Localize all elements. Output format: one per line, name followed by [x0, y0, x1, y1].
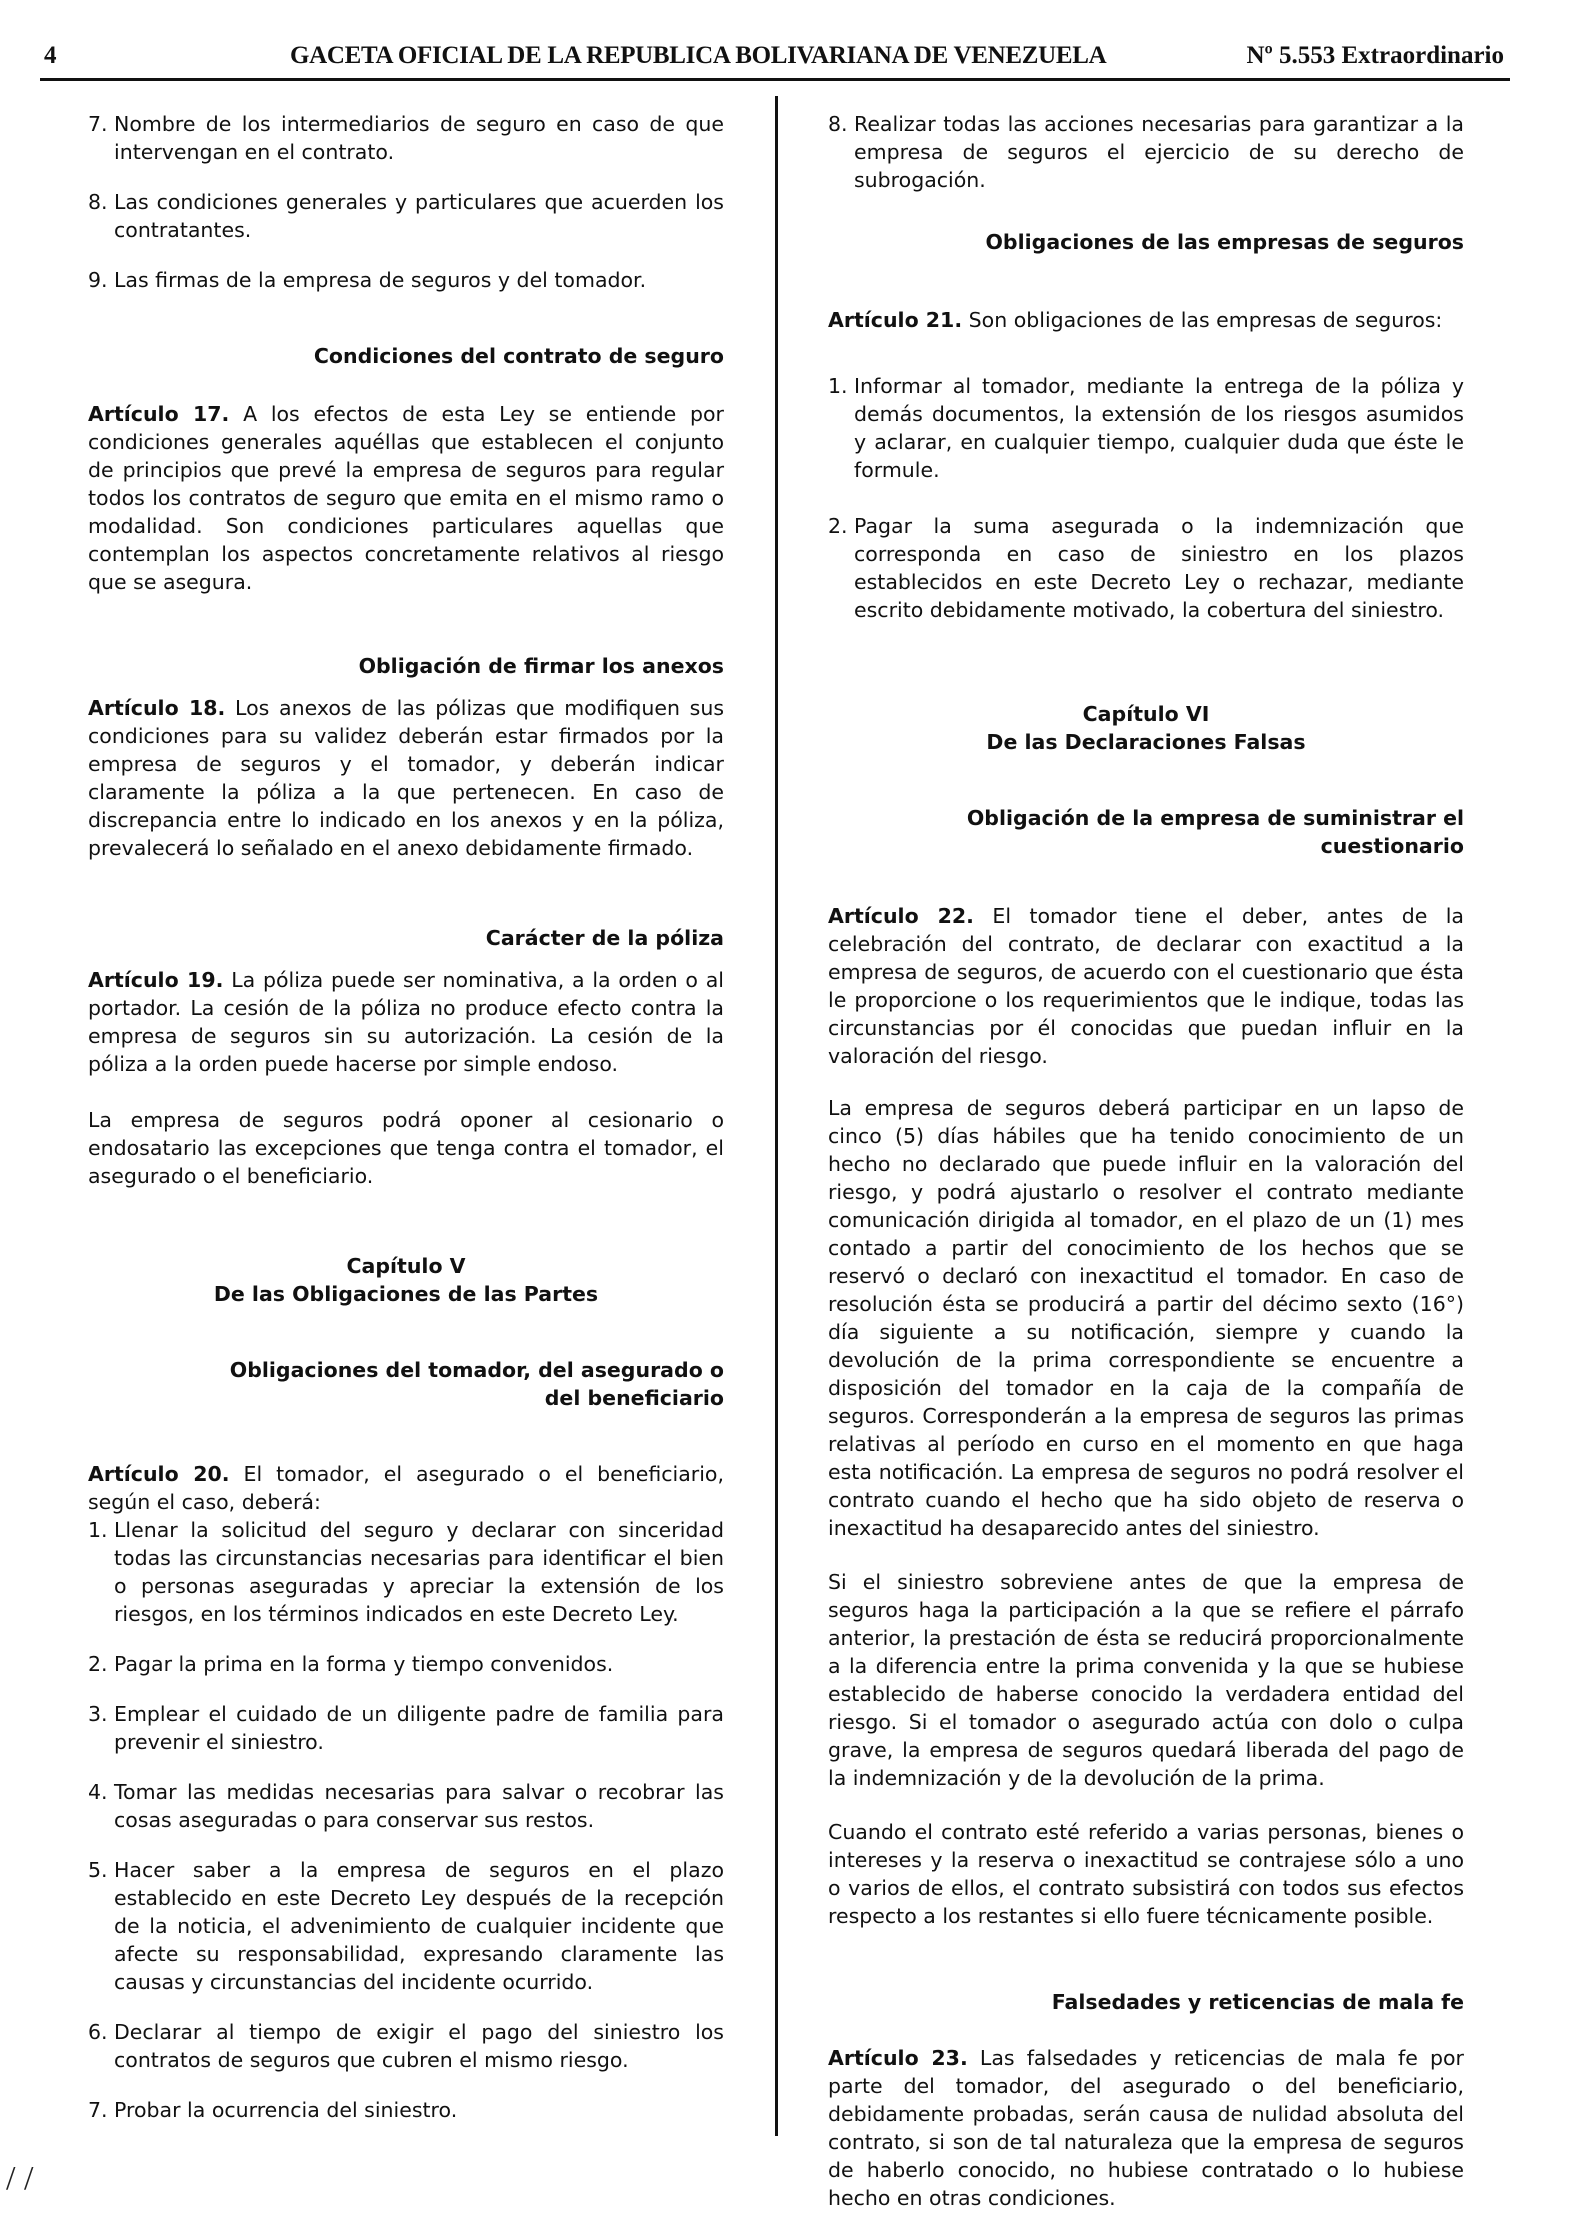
article-19: Artículo 19. La póliza puede ser nominativa, a la orden o al portador. La cesión de la póliza no produce efecto contra la empresa de seguros sin su autorización. La cesión de la póliza a la orden puede hacerse por simple endoso.: [88, 968, 724, 1076]
section-heading: Obligaciones de las empresas de seguros: [985, 230, 1464, 254]
article-23: Artículo 23. Las falsedades y reticencias de mala fe por parte del tomador, del asegurado o del beneficiario, debidamente probadas, serán causa de nulidad absoluta del contrato, si son de tal naturaleza que la empresa de seguros de haberlo conocido, no hubiese contratado o lo hubiese hecho en otras condiciones.: [828, 2046, 1464, 2210]
gazette-title: GACETA OFICIAL DE LA REPUBLICA BOLIVARIANA DE VENEZUELA: [290, 42, 1107, 69]
article-19-paragraph-2: La empresa de seguros podrá oponer al cesionario o endosatario las excepciones que tenga contra el tomador, el asegurado o el beneficiario.: [88, 1108, 724, 1188]
chapter-title: Capítulo VI: [1082, 702, 1210, 726]
section-heading: Carácter de la póliza: [485, 926, 724, 950]
article-20: Artículo 20. El tomador, el asegurado o el beneficiario, según el caso, deberá:: [88, 1462, 724, 1514]
list-item: 5. Hacer saber a la empresa de seguros en el plazo establecido en este Decreto Ley después de la recepción de la noticia, el advenimiento de cualquier incidente que afecte su responsabilidad, expresando claramente las causas y circunstancias del incidente ocurrido.: [88, 1858, 724, 1994]
page-number: 4: [44, 42, 57, 69]
list-item: 3. Emplear el cuidado de un diligente padre de familia para prevenir el siniestro.: [88, 1702, 724, 1754]
list-item: 8. Las condiciones generales y particulares que acuerden los contratantes.: [88, 190, 724, 242]
list-item: 1. Informar al tomador, mediante la entrega de la póliza y demás documentos, la extensión de los riesgos asumidos y aclarar, en cualquier tiempo, cualquier duda que éste le formule.: [828, 374, 1464, 482]
page-header: [40, 38, 1510, 81]
right-column: [828, 110, 1464, 2212]
list-item: 2. Pagar la suma asegurada o la indemnización que corresponda en caso de siniestro en los plazos establecidos en este Decreto Ley o rechazar, mediante escrito debidamente motivado, la cobertura del siniestro.: [828, 514, 1464, 622]
article-18: Artículo 18. Los anexos de las pólizas que modifiquen sus condiciones para su validez deberán estar firmados por la empresa de seguros y el tomador, y deberán indicar claramente la póliza a la que pertenecen. En caso de discrepancia entre lo indicado en los anexos y en la póliza, prevalecerá lo señalado en el anexo debidamente firmado.: [88, 696, 724, 860]
section-heading: Condiciones del contrato de seguro: [313, 344, 724, 368]
list-item: 4. Tomar las medidas necesarias para salvar o recobrar las cosas aseguradas o para conservar sus restos.: [88, 1780, 724, 1832]
section-heading: Falsedades y reticencias de mala fe: [1051, 1990, 1464, 2014]
article-21: Artículo 21. Son obligaciones de las empresas de seguros:: [828, 308, 1443, 332]
issue-number: Nº 5.553 Extraordinario: [1246, 42, 1504, 69]
list-item: 9. Las firmas de la empresa de seguros y del tomador.: [88, 268, 647, 292]
chapter-subtitle: De las Obligaciones de las Partes: [213, 1282, 599, 1306]
list-item: 1. Llenar la solicitud del seguro y declarar con sinceridad todas las circunstancias necesarias para identificar el bien o personas aseguradas y apreciar la extensión de los riesgos, en los términos indicados en este Decreto Ley.: [88, 1518, 724, 1626]
chapter-title: Capítulo V: [346, 1254, 466, 1278]
article-17: Artículo 17. A los efectos de esta Ley se entiende por condiciones generales aquéllas que establecen el conjunto de principios que prevé la empresa de seguros para regular todos los contratos de seguro que emita en el mismo ramo o modalidad. Son condiciones particulares aquellas que contemplan los aspectos concretamente relativos al riesgo que se asegura.: [88, 402, 724, 594]
list-item: 2. Pagar la prima en la forma y tiempo convenidos.: [88, 1652, 614, 1676]
chapter-subtitle: De las Declaraciones Falsas: [986, 730, 1306, 754]
section-heading: Obligaciones del tomador, del asegurado o del beneficiario: [229, 1358, 724, 1410]
list-item: 7. Probar la ocurrencia del siniestro.: [88, 2098, 458, 2122]
section-heading: Obligación de firmar los anexos: [358, 654, 724, 678]
handwritten-mark: / /: [6, 2160, 34, 2197]
list-item: 6. Declarar al tiempo de exigir el pago del siniestro los contratos de seguros que cubren el mismo riesgo.: [88, 2020, 724, 2072]
article-22-paragraph-4: Cuando el contrato esté referido a varias personas, bienes o intereses y la reserva o inexactitud se contrajese sólo a uno o varios de ellos, el contrato subsistirá con todos sus efectos respecto a los restantes si ello fuere técnicamente posible.: [828, 1820, 1464, 1928]
article-22: Artículo 22. El tomador tiene el deber, antes de la celebración del contrato, de declarar con exactitud a la empresa de seguros, de acuerdo con el cuestionario que ésta le proporcione o los requerimientos que le indique, todas las circunstancias por él conocidas que puedan influir en la valoración del riesgo.: [828, 904, 1464, 1068]
section-heading: Obligación de la empresa de suministrar el cuestionario: [966, 806, 1464, 858]
list-item: 8. Realizar todas las acciones necesarias para garantizar a la empresa de seguros el ejercicio de su derecho de subrogación.: [828, 112, 1464, 192]
left-column: [88, 110, 724, 2124]
list-item: 7. Nombre de los intermediarios de seguro en caso de que intervengan en el contrato.: [88, 112, 724, 164]
article-22-paragraph-3: Si el siniestro sobreviene antes de que la empresa de seguros haga la participación a la que se refiere el párrafo anterior, la prestación de ésta se reducirá proporcionalmente a la diferencia entre la prima convenida y la que se hubiese establecido de haberse conocido la verdadera entidad del riesgo. Si el tomador o asegurado actúa con dolo o culpa grave, la empresa de seguros quedará liberada del pago de la indemnización y de la devolución de la prima.: [828, 1570, 1464, 1790]
article-22-paragraph-2: La empresa de seguros deberá participar en un lapso de cinco (5) días hábiles que ha tenido conocimiento de un hecho no declarado que puede influir en la valoración del riesgo, y podrá ajustarlo o resolver el contrato mediante comunicación dirigida al tomador, en el plazo de un (1) mes contado a partir del conocimiento de los hechos que se reservó o declaró con inexactitud el tomador. En caso de resolución ésta se producirá a partir del décimo sexto (16°) día siguiente a su notificación, siempre y cuando la devolución de la prima correspondiente se encuentre a disposición del tomador en la caja de la compañía de seguros. Corresponderán a la empresa de seguros las primas relativas al período en curso en el momento en que haga esta notificación. La empresa de seguros no podrá resolver el contrato cuando el hecho que ha sido objeto de reserva o inexactitud ha desaparecido antes del siniestro.: [828, 1096, 1464, 1540]
column-divider: [775, 96, 778, 2136]
